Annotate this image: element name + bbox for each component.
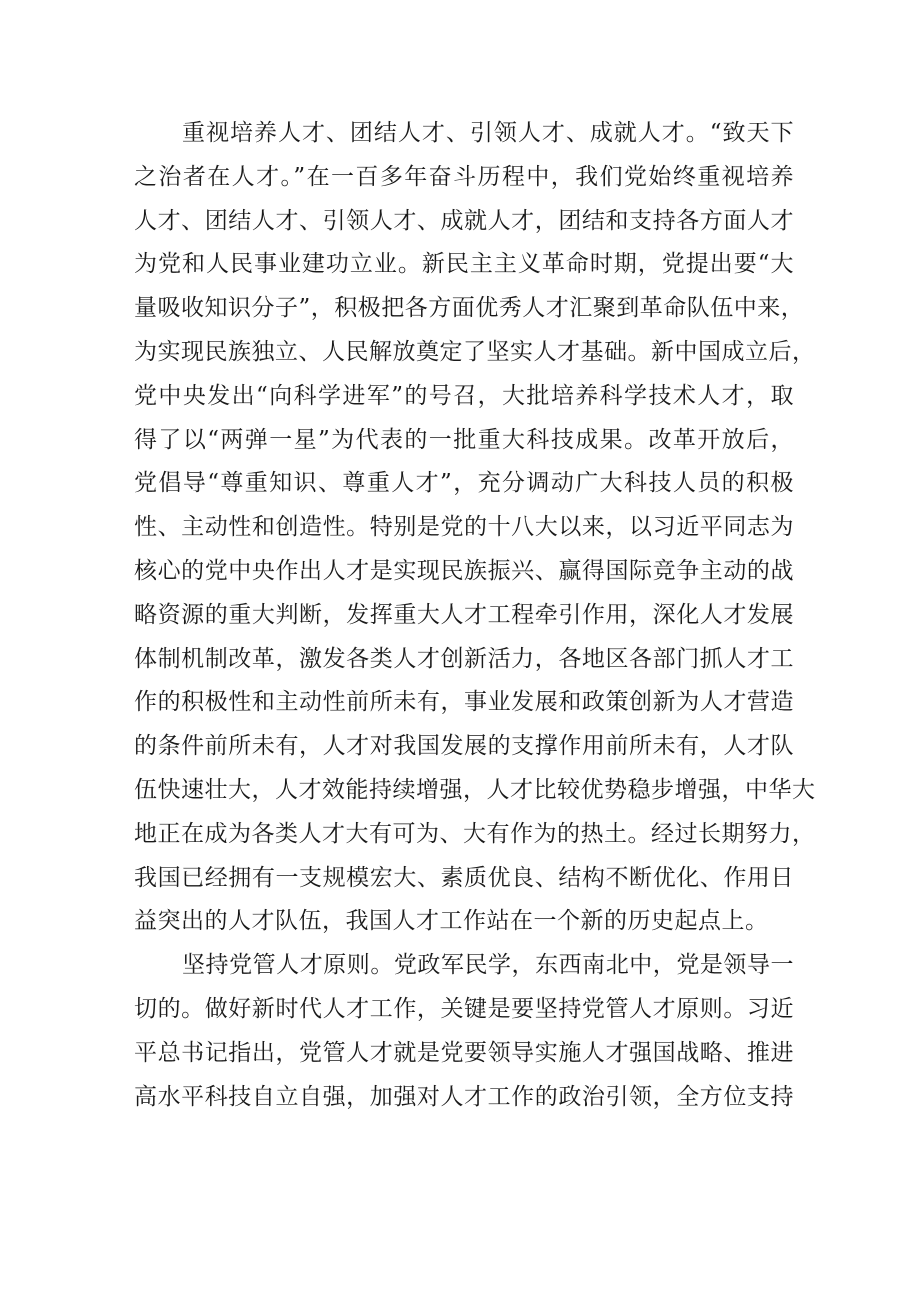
text-line: 作的积极性和主动性前所未有，事业发展和政策创新为人才营造 <box>134 689 794 716</box>
text-line: 之治者在人才。”在一百多年奋斗历程中，我们党始终重视培养 <box>134 163 794 190</box>
text-line: 切的。做好新时代人才工作，关键是要坚持党管人才原则。习近 <box>134 995 794 1022</box>
paragraph-talent-history <box>134 112 816 944</box>
text-line: 党倡导“尊重知识、尊重人才”，充分调动广大科技人员的积极 <box>134 470 794 497</box>
text-line: 党中央发出“向科学进军”的号召，大批培养科学技术人才，取 <box>134 382 794 409</box>
text-line: 的条件前所未有，人才对我国发展的支撑作用前所未有，人才队 <box>134 733 794 760</box>
text-line: 地正在成为各类人才大有可为、大有作为的热土。经过长期努力， <box>134 820 816 847</box>
text-line: 益突出的人才队伍，我国人才工作站在一个新的历史起点上。 <box>134 908 769 935</box>
text-line: 高水平科技自立自强，加强对人才工作的政治引领，全方位支持 <box>134 1083 794 1110</box>
text-line: 坚持党管人才原则。党政军民学，东西南北中，党是领导一 <box>182 952 794 979</box>
text-line: 核心的党中央作出人才是实现民族振兴、赢得国际竞争主动的战 <box>134 557 794 584</box>
text-line: 我国已经拥有一支规模宏大、素质优良、结构不断优化、作用日 <box>134 864 794 891</box>
text-line: 伍快速壮大，人才效能持续增强，人才比较优势稳步增强，中华大 <box>134 776 816 803</box>
text-line: 为党和人民事业建功立业。新民主主义革命时期，党提出要“大 <box>134 251 794 278</box>
text-line: 得了以“两弹一星”为代表的一批重大科技成果。改革开放后， <box>134 426 794 453</box>
text-line: 为实现民族独立、人民解放奠定了坚实人才基础。新中国成立后， <box>134 338 816 365</box>
text-line: 人才、团结人才、引领人才、成就人才，团结和支持各方面人才 <box>134 207 794 234</box>
paragraph-party-leadership <box>134 944 794 1119</box>
text-line: 重视培养人才、团结人才、引领人才、成就人才。“致天下 <box>182 120 794 146</box>
text-line: 性、主动性和创造性。特别是党的十八大以来，以习近平同志为 <box>134 514 794 541</box>
text-line: 体制机制改革，激发各类人才创新活力，各地区各部门抓人才工 <box>134 645 794 672</box>
text-line: 略资源的重大判断，发挥重大人才工程牵引作用，深化人才发展 <box>134 601 794 628</box>
text-line: 量吸收知识分子”，积极把各方面优秀人才汇聚到革命队伍中来， <box>134 295 805 322</box>
document-body <box>134 112 816 1119</box>
text-line: 平总书记指出，党管人才就是党要领导实施人才强国战略、推进 <box>134 1039 794 1066</box>
